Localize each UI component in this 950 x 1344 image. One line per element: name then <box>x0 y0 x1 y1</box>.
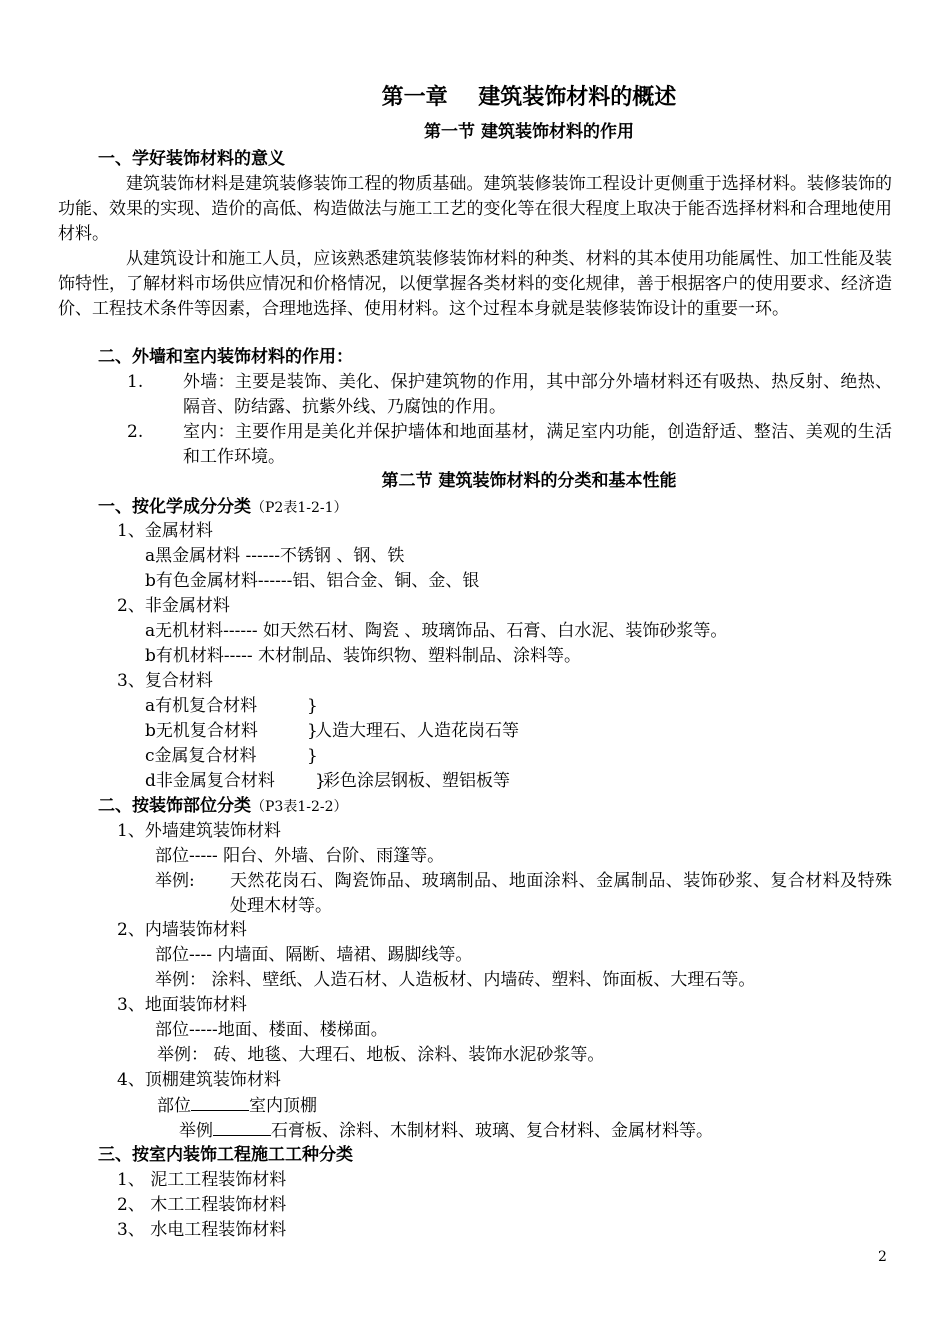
section1-paragraph-2: 从建筑设计和施工人员，应该熟悉建筑装修装饰材料的种类、材料的其本使用功能属性、加工性能及装饰特性，了解材料市场供应情况和价格情况，以便掌握各类材料的变化规律，善于根据客户的使用要求、经济造价、工程技术条件等因素，合理地选择、使用材料。这个过程本身就是装修装饰设计的重要一环。 <box>58 249 892 319</box>
list-item-number: 1. <box>127 372 144 392</box>
section1-title: 第一节 建筑装饰材料的作用 <box>424 122 634 142</box>
group-label: 1、外墙建筑装饰材料 <box>117 821 281 841</box>
section2-heading-3: 三、按室内装饰工程施工工种分类 <box>98 1145 353 1165</box>
group-label: 1、金属材料 <box>117 521 213 541</box>
trade-item: 2、 木工工程装饰材料 <box>117 1195 287 1215</box>
note-text: 彩色涂层钢板、塑铝板等 <box>323 771 510 791</box>
list-item-number: 2. <box>127 422 144 442</box>
group-item: 举例： 砖、地毯、大理石、地板、涂料、装饰水泥砂浆等。 <box>157 1045 605 1065</box>
group-item: 部位---- 内墙面、隔断、墙裙、踢脚线等。 <box>155 945 473 965</box>
section2-heading-2 <box>98 794 348 820</box>
group-label: 3、地面装饰材料 <box>117 995 247 1015</box>
section1-heading-2: 二、外墙和室内装饰材料的作用： <box>98 347 353 367</box>
page-number: 2 <box>878 1249 887 1265</box>
brace-symbol: } <box>307 746 318 766</box>
group-item: a有机复合材料 <box>145 696 258 716</box>
example-label: 举例 <box>179 1121 213 1141</box>
group-item: 部位-----地面、楼面、楼梯面。 <box>155 1020 388 1040</box>
group-item: 举例： 涂料、壁纸、人造石材、人造板材、内墙砖、塑料、饰面板、大理石等。 <box>155 970 756 990</box>
group-item: a无机材料------ 如天然石材、陶瓷 、玻璃饰品、石膏、白水泥、装饰砂浆等。 <box>145 621 728 641</box>
group-item <box>179 1118 713 1144</box>
group-item: b有机材料----- 木材制品、装饰织物、塑料制品、涂料等。 <box>145 646 582 666</box>
trade-item: 1、 泥工工程装饰材料 <box>117 1170 287 1190</box>
brace-symbol: } <box>307 721 318 741</box>
example-text: 石膏板、涂料、木制材料、玻璃、复合材料、金属材料等。 <box>271 1121 713 1141</box>
group-item: b有色金属材料------铝、铝合金、铜、金、银 <box>145 571 480 591</box>
part-text: 室内顶棚 <box>249 1096 317 1116</box>
chapter-title: 第一章 建筑装饰材料的概述 <box>381 84 677 110</box>
list-item-text: 室内：主要作用是美化并保护墙体和地面基材，满足室内功能，创造舒适、整洁、美观的生活和工作环境。 <box>183 422 892 467</box>
group-label: 2、内墙装饰材料 <box>117 920 247 940</box>
group-label: 4、顶棚建筑装饰材料 <box>117 1070 281 1090</box>
table-reference: （P2表1-2-1） <box>251 500 348 516</box>
group-item: b无机复合材料 <box>145 721 258 741</box>
brace-symbol: } <box>307 696 318 716</box>
group-item-note <box>315 769 510 794</box>
brace-symbol: } <box>315 771 326 791</box>
group-item: a黑金属材料 ------不锈钢 、钢、铁 <box>145 546 405 566</box>
group-item-note <box>307 719 519 744</box>
group-label: 3、复合材料 <box>117 671 213 691</box>
example-text: 天然花岗石、陶瓷饰品、玻璃制品、地面涂料、金属制品、装饰砂浆、复合材料及特殊处理木材等。 <box>230 871 892 916</box>
list-item-text: 外墙：主要是装饰、美化、保护建筑物的作用，其中部分外墙材料还有吸热、热反射、绝热、隔音、防结露、抗紫外线、乃腐蚀的作用。 <box>183 372 892 417</box>
trade-item: 3、 水电工程装饰材料 <box>117 1220 287 1240</box>
underline-blank <box>213 1118 271 1136</box>
section1-paragraph-1: 建筑装饰材料是建筑装修装饰工程的物质基础。建筑装修装饰工程设计更侧重于选择材料。装修装饰的功能、效果的实现、造价的高低、构造做法与施工工艺的变化等在很大程度上取决于能否选择材料和合理地使用材料。 <box>58 174 892 244</box>
part-label: 部位 <box>157 1096 191 1116</box>
underline-blank <box>191 1093 249 1111</box>
example-label: 举例: <box>155 871 195 891</box>
group-item <box>157 1093 317 1119</box>
group-item: 部位----- 阳台、外墙、台阶、雨篷等。 <box>155 846 445 866</box>
group-item: d非金属复合材料 <box>145 771 275 791</box>
section2-heading-1 <box>98 495 348 521</box>
heading-text: 二、按装饰部位分类 <box>98 796 251 816</box>
section1-heading-1: 一、学好装饰材料的意义 <box>98 149 285 169</box>
group-item: c金属复合材料 <box>145 746 257 766</box>
section2-title: 第二节 建筑装饰材料的分类和基本性能 <box>381 471 677 491</box>
note-text: 人造大理石、人造花岗石等 <box>315 721 519 741</box>
heading-text: 一、按化学成分分类 <box>98 497 251 517</box>
group-label: 2、非金属材料 <box>117 596 230 616</box>
table-reference: （P3表1-2-2） <box>251 799 348 815</box>
